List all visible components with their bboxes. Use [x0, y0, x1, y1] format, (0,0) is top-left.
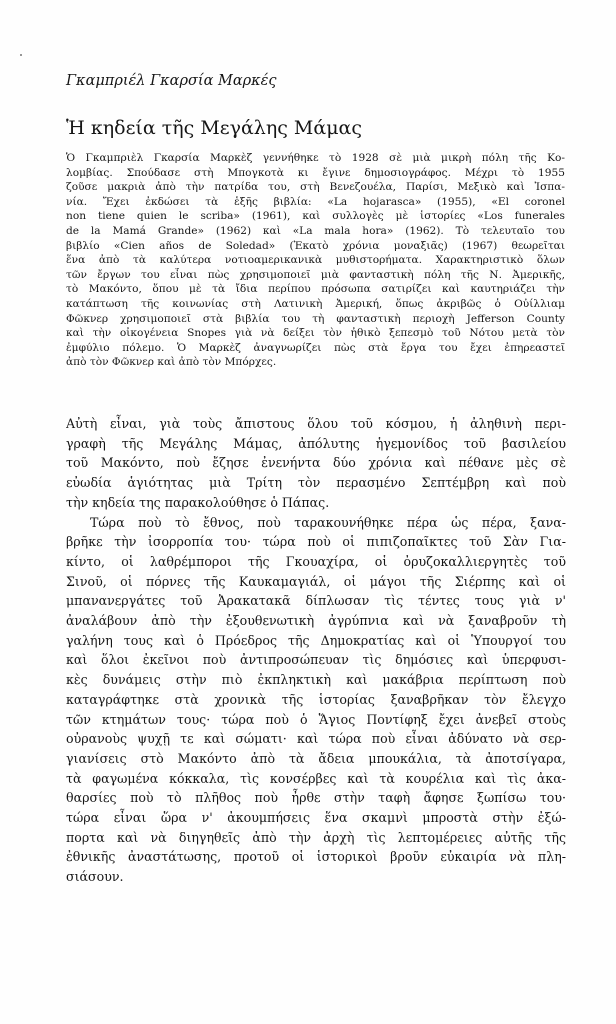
intro-line: βιβλίο «Cien años de Soledad» (Ἑκατὸ χρόνια μοναξιᾶς) (1967) θεωρεῖται — [66, 239, 565, 252]
intro-line: non tiene quien le scriba» (1961), καὶ συλλογὲς μὲ ἱστορίες «Los funerales — [66, 210, 565, 223]
author-name: Γκαμπριέλ Γκαρσία Μαρκές — [66, 73, 277, 89]
body-line: τῶν κτημάτων τους· τώρα ποὺ ὁ Ἅγιος Ποντίφηξ ἔχει ἀνεβεῖ στοὺς — [66, 711, 566, 727]
body-line: πορτα καὶ νὰ διηγηθεῖς ἀπὸ τὴν ἀρχὴ τὶς λεπτομέρειες αὐτῆς τῆς — [66, 829, 566, 845]
intro-line: de la Mamá Grande» (1962) καὶ «La mala hora» (1962). Τὸ τελευταῖο του — [66, 224, 565, 237]
body-line: Σινοῦ, οἱ πόρνες τῆς Καυκαμαγιάλ, οἱ μάγοι τῆς Σιέρπης καὶ οἱ — [66, 573, 566, 589]
body-line: μπανανεργάτες τοῦ Ἀρακατακᾶ δίπλωσαν τὶς τέντες τους γιὰ ν' — [66, 593, 566, 609]
intro-line: ἕνα ἀπὸ τὰ καλύτερα νοτιοαμερικανικὰ μυθιστορήματα. Χαρακτηριστικὸ ὅλων — [66, 254, 565, 267]
intro-line: τὸ Μακόντο, ὅπου μὲ τὰ ἴδια περίπου πρόσωπα σατιρίζει καὶ καυτηριάζει τὴν — [66, 283, 565, 296]
body-line: κὲς δυνάμεις στὴν πιὸ ἐκπληκτικὴ καὶ μακάβρια περίπτωση ποὺ — [66, 672, 566, 688]
body-line: καὶ ὅλοι ἐκεῖνοι ποὺ ἀντιπροσώπευαν τὶς δημόσιες καὶ ὑπερφυσι- — [66, 652, 566, 668]
intro-line: Ὁ Γκαμπριὲλ Γκαρσία Μαρκὲζ γεννήθηκε τὸ 1928 σὲ μιὰ μικρὴ πόλη τῆς Κο- — [66, 152, 565, 164]
intro-paragraph — [66, 151, 565, 370]
intro-line: καὶ τὴν οἰκογένεια Snopes γιὰ νὰ δείξει τὸν ἠθικὸ ξεπεσμὸ τοῦ Νότου μετὰ τὸν — [66, 327, 565, 340]
intro-line: ἀπὸ τὸν Φῶκνερ καὶ ἀπὸ τὸν Μπόρχες. — [66, 356, 277, 369]
body-line: τώρα εἶναι ὥρα ν' ἀκουμπήσεις ἕνα σκαμνὶ μπροστὰ στὴν ἐξώ- — [66, 810, 566, 826]
body-line: τὴν κηδεία της παρακολούθησε ὁ Πάπας. — [66, 494, 330, 510]
body-line: εὐωδία ἁγιότητας μιὰ Τρίτη τὸν περασμένο Σεπτέμβρη καὶ ποὺ — [66, 475, 566, 491]
intro-line: τῶν ἔργων του εἶναι πὼς χρησιμοποιεῖ μιὰ φανταστικὴ πόλη τῆς Ν. Ἀμερικῆς, — [66, 268, 565, 281]
intro-line: Φῶκνερ χρησιμοποιεῖ στὰ βιβλία του τὴ φανταστικὴ περιοχὴ Jefferson County — [66, 312, 565, 325]
body-line: τοῦ Μακόντο, ποὺ ἔζησε ἐνενήντα δύο χρόνια καὶ πέθανε μὲς σὲ — [66, 455, 566, 471]
body-line: βρῆκε τὴν ἰσορροπία του· τώρα ποὺ οἱ πιπιζοπαῖκτες τοῦ Σὰν Για- — [66, 534, 566, 550]
body-line: γραφὴ τῆς Μεγάλης Μάμας, ἀπόλυτης ἡγεμονίδος τοῦ βασιλείου — [66, 435, 566, 451]
body-line: κίντο, οἱ λαθρέμποροι τῆς Γκουαχίρα, οἱ ὀρυζοκαλλιεργητὲς τοῦ — [66, 553, 566, 569]
body-line: γιανίσεις στὸ Μακόντο ἀπὸ τὰ ἄδεια μπουκάλια, τὰ ἀποτσίγαρα, — [66, 750, 566, 766]
intro-line: ἐμφύλιο πόλεμο. Ὁ Μαρκὲζ ἀναγνωρίζει πὼς στὰ ἔργα του ἔχει ἐπηρεαστεῖ — [66, 341, 565, 354]
body-line: Αὐτὴ εἶναι, γιὰ τοὺς ἄπιστους ὅλου τοῦ κόσμου, ἡ ἀληθινὴ περι- — [66, 416, 566, 431]
story-title: Ἡ κηδεία τῆς Μεγάλης Μάμας — [66, 117, 363, 139]
body-line: Τώρα ποὺ τὸ ἔθνος, ποὺ ταρακουνήθηκε πέρα ὡς πέρα, ξανα- — [90, 514, 566, 530]
body-line: θαρσίες ποὺ τὸ πλῆθος ποὺ ἦρθε στὴν ταφὴ ἄφησε ξωπίσω του· — [66, 790, 566, 806]
body-line: τὰ φαγωμένα κόκκαλα, τὶς κονσέρβες καὶ τὰ κουρέλια καὶ τὶς ἀκα- — [66, 770, 566, 786]
body-line: οὐρανοὺς ψυχῇ τε καὶ σώματι· καὶ τώρα ποὺ εἶναι ἀδύνατο νὰ σερ- — [66, 731, 566, 747]
page-speck — [20, 54, 22, 56]
body-line: ἀναλάβουν ἀπὸ τὴν ἐξουθενωτικὴ ἀγρύπνια καὶ νὰ ξαναβροῦν τὴ — [66, 613, 566, 629]
body-line: σιάσουν. — [66, 869, 124, 885]
body-line: καταγράφτηκε στὰ χρονικὰ τῆς ἱστορίας ξαναβρῆκαν τὸν ἔλεγχο — [66, 691, 566, 707]
story-body — [66, 414, 566, 887]
intro-line: λομβίας. Σπούδασε στὴ Μπογκοτὰ κι ἔγινε δημοσιογράφος. Μέχρι τὸ 1955 — [66, 166, 565, 179]
body-line: γαλήνη τους καὶ ὁ Πρόεδρος τῆς Δημοκρατίας καὶ οἱ Ὑπουργοί του — [66, 632, 566, 648]
body-line: ἐθνικῆς ἀναστάτωσης, προτοῦ οἱ ἱστορικοὶ βροῦν εὐκαιρία νὰ πλη- — [66, 849, 566, 865]
intro-line: κατάπτωση τῆς κοινωνίας στὴ Λατινικὴ Ἀμερική, ὅπως ἀκριβῶς ὁ Οὐίλλιαμ — [66, 297, 565, 310]
intro-line: νία. Ἔχει ἐκδώσει τὰ ἑξῆς βιβλία: «La hojarasca» (1955), «El coronel — [66, 195, 565, 208]
intro-line: ζοῦσε μακριὰ ἀπὸ τὴν πατρίδα του, στὴ Βενεζουέλα, Παρίσι, Μεξικὸ καὶ Ἰσπα- — [66, 181, 565, 194]
